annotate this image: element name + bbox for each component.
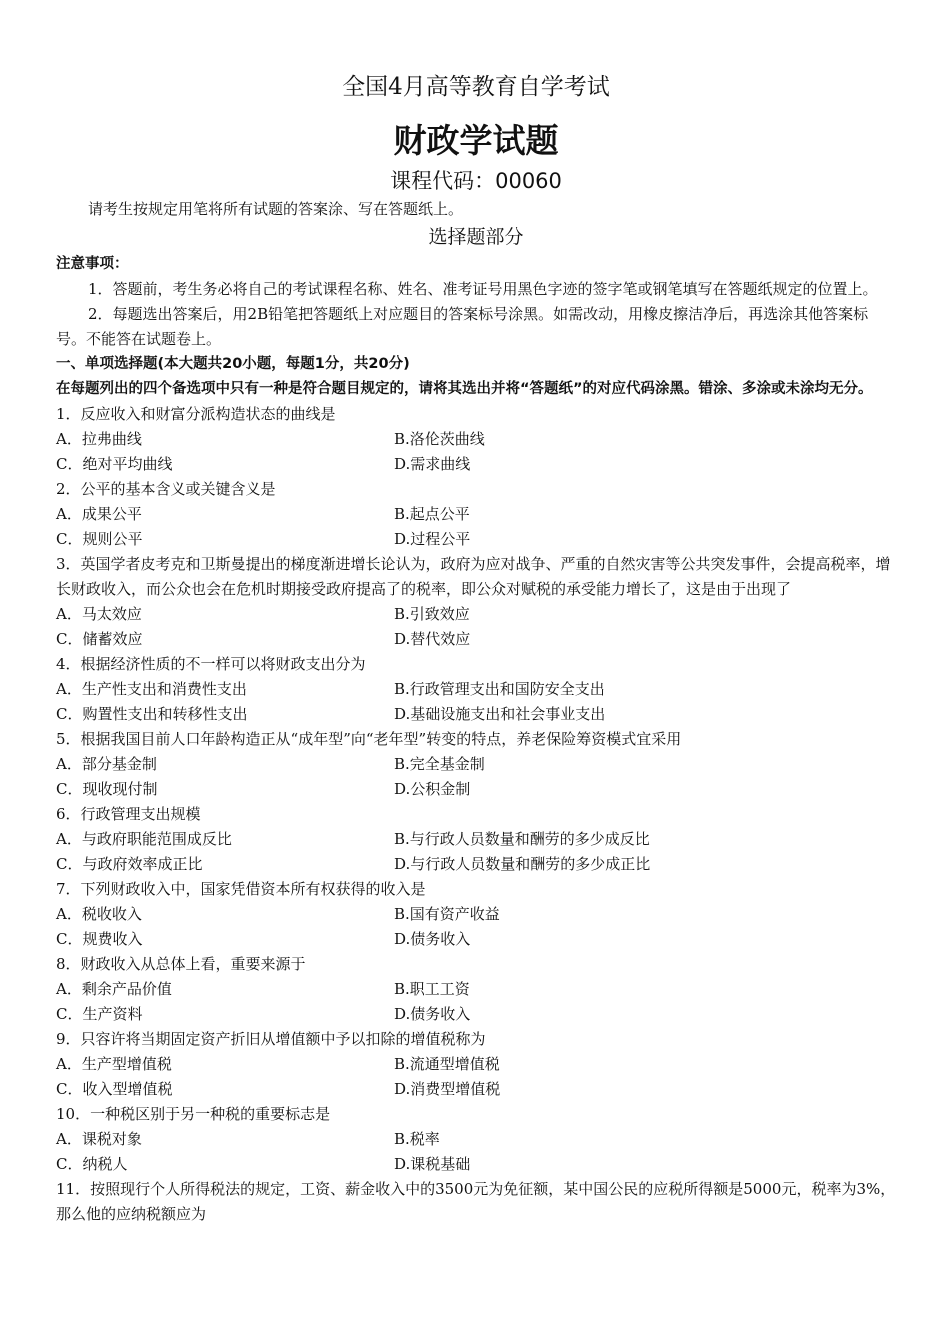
option-c: C．现收现付制 xyxy=(56,780,158,798)
option-a: A．成果公平 xyxy=(56,505,142,523)
option-b: B.洛伦茨曲线 xyxy=(394,430,485,448)
question-text: 4．根据经济性质的不一样可以将财政支出分为 xyxy=(56,655,366,673)
option-row xyxy=(56,902,896,927)
option-row xyxy=(56,1002,896,1027)
option-row xyxy=(56,927,896,952)
part-heading: 一、单项选择题(本大题共20小题，每题1分，共20分) xyxy=(56,356,410,372)
option-d: D.需求曲线 xyxy=(394,455,471,473)
question-text: 10．一种税区别于另一种税的重要标志是 xyxy=(56,1105,331,1123)
option-b: B.国有资产收益 xyxy=(394,905,500,923)
option-row xyxy=(56,702,896,727)
option-d: D.债务收入 xyxy=(394,1005,471,1023)
option-d: D.过程公平 xyxy=(394,530,471,548)
option-c: C．与政府效率成正比 xyxy=(56,855,203,873)
option-row xyxy=(56,1152,896,1177)
option-a: A．部分基金制 xyxy=(56,755,157,773)
option-row xyxy=(56,602,896,627)
option-d: D.替代效应 xyxy=(394,630,471,648)
option-row xyxy=(56,627,896,652)
question-block xyxy=(56,652,896,727)
option-a: A．马太效应 xyxy=(56,605,142,623)
option-d: D.公积金制 xyxy=(394,780,471,798)
option-c: C．绝对平均曲线 xyxy=(56,455,173,473)
option-d: D.与行政人员数量和酬劳的多少成正比 xyxy=(394,855,651,873)
option-c: C．购置性支出和转移性支出 xyxy=(56,705,248,723)
question-text: 1．反应收入和财富分派构造状态的曲线是 xyxy=(56,405,336,423)
option-a: A．与政府职能范围成反比 xyxy=(56,830,232,848)
option-a: A．生产性支出和消费性支出 xyxy=(56,680,247,698)
question-text: 7．下列财政收入中，国家凭借资本所有权获得的收入是 xyxy=(56,880,426,898)
option-d: D.课税基础 xyxy=(394,1155,471,1173)
question-text: 5．根据我国目前人口年龄构造正从“成年型”向“老年型”转变的特点，养老保险筹资模式宜采用 xyxy=(56,730,682,748)
course-code: 课程代码：00060 xyxy=(390,169,562,193)
question-text: 11．按照现行个人所得税法的规定，工资、薪金收入中的3500元为免征额，某中国公民的应税所得额是5000元，税率为3%，那么他的应纳税额应为 xyxy=(56,1180,896,1223)
section-title: 选择题部分 xyxy=(428,226,524,248)
option-b: B.完全基金制 xyxy=(394,755,485,773)
option-c: C．规则公平 xyxy=(56,530,143,548)
option-row xyxy=(56,977,896,1002)
note-item: 1．答题前，考生务必将自己的考试课程名称、姓名、准考证号用黑色字迹的签字笔或钢笔填写在答题纸规定的位置上。 xyxy=(88,280,878,298)
notes-heading: 注意事项： xyxy=(56,256,129,272)
part-instruction: 在每题列出的四个备选项中只有一种是符合题目规定的，请将其选出并将“答题纸”的对应代码涂黑。错涂、多涂或未涂均无分。 xyxy=(56,381,873,397)
question-block xyxy=(56,477,896,552)
option-b: B.与行政人员数量和酬劳的多少成反比 xyxy=(394,830,650,848)
option-a: A．课税对象 xyxy=(56,1130,142,1148)
question-text: 9．只容许将当期固定资产折旧从增值额中予以扣除的增值税称为 xyxy=(56,1030,486,1048)
option-b: B.职工工资 xyxy=(394,980,470,998)
question-block xyxy=(56,802,896,877)
option-row xyxy=(56,452,896,477)
question-block xyxy=(56,727,896,802)
option-a: A．拉弗曲线 xyxy=(56,430,142,448)
question-block xyxy=(56,402,896,477)
question-block xyxy=(56,1102,896,1177)
question-text: 2．公平的基本含义或关键含义是 xyxy=(56,480,276,498)
option-b: B.行政管理支出和国防安全支出 xyxy=(394,680,605,698)
question-block xyxy=(56,877,896,952)
option-a: A．生产型增值税 xyxy=(56,1055,172,1073)
question-block xyxy=(56,952,896,1027)
question-text: 8．财政收入从总体上看，重要来源于 xyxy=(56,955,306,973)
option-b: B.税率 xyxy=(394,1130,440,1148)
option-a: A．剩余产品价值 xyxy=(56,980,172,998)
option-row xyxy=(56,777,896,802)
option-d: D.债务收入 xyxy=(394,930,471,948)
option-row xyxy=(56,1077,896,1102)
note-item: 2．每题选出答案后，用2B铅笔把答题纸上对应题目的答案标号涂黑。如需改动，用橡皮擦洁净后，再选涂其他答案标号。不能答在试题卷上。 xyxy=(56,305,869,348)
option-row xyxy=(56,427,896,452)
option-row xyxy=(56,1052,896,1077)
question-block xyxy=(56,1027,896,1102)
option-b: B.引致效应 xyxy=(394,605,470,623)
exam-title: 财政学试题 xyxy=(393,121,559,160)
option-row xyxy=(56,527,896,552)
option-row xyxy=(56,827,896,852)
option-c: C．纳税人 xyxy=(56,1155,128,1173)
option-c: C．生产资料 xyxy=(56,1005,143,1023)
question-list xyxy=(56,402,896,1177)
question-text: 3．英国学者皮考克和卫斯曼提出的梯度渐进增长论认为，政府为应对战争、严重的自然灾害等公共突发事件，会提高税率，增长财政收入，而公众也会在危机时期接受政府提高了的税率，即公众对赋税的承受能力增长了，这是由于出现了 xyxy=(56,555,891,598)
exam-header: 全国4月高等教育自学考试 xyxy=(342,74,610,100)
exam-page xyxy=(56,68,896,1227)
question-block xyxy=(56,552,896,652)
option-b: B.流通型增值税 xyxy=(394,1055,500,1073)
option-b: B.起点公平 xyxy=(394,505,470,523)
option-d: D.消费型增值税 xyxy=(394,1080,501,1098)
option-c: C．储蓄效应 xyxy=(56,630,143,648)
option-a: A．税收收入 xyxy=(56,905,142,923)
option-c: C．规费收入 xyxy=(56,930,143,948)
option-row xyxy=(56,752,896,777)
option-row xyxy=(56,852,896,877)
option-row xyxy=(56,677,896,702)
option-c: C．收入型增值税 xyxy=(56,1080,173,1098)
option-row xyxy=(56,502,896,527)
option-row xyxy=(56,1127,896,1152)
option-d: D.基础设施支出和社会事业支出 xyxy=(394,705,606,723)
answer-instruction: 请考生按规定用笔将所有试题的答案涂、写在答题纸上。 xyxy=(88,200,464,218)
question-text: 6．行政管理支出规模 xyxy=(56,805,201,823)
